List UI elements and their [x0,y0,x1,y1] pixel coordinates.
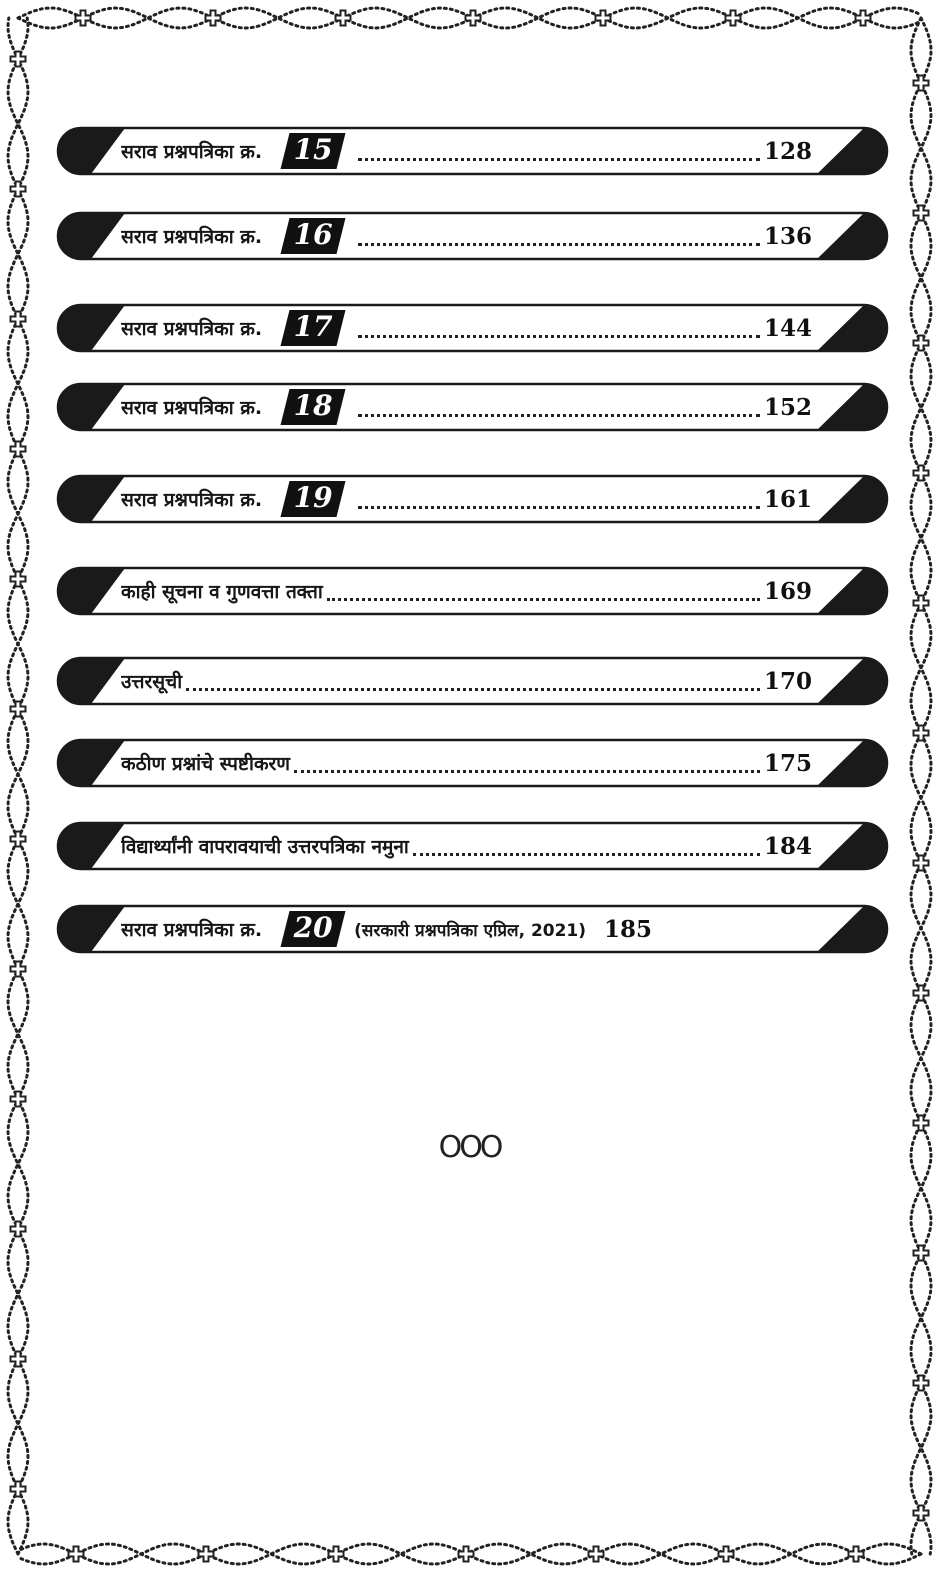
entry-text-row [121,911,812,947]
dot-leader [358,243,760,246]
page-number: 175 [763,749,812,777]
paper-number: 17 [293,310,333,343]
dot-leader [358,158,760,161]
page-number: 161 [763,485,812,513]
entry-note: (सरकारी प्रश्नपत्रिका एप्रिल, 2021) [354,920,587,941]
toc-entry[interactable] [55,903,890,955]
entry-label: विद्यार्थ्यांनी वापरावयाची उत्तरपत्रिका नमुना [121,836,409,858]
entry-text-row [121,828,812,864]
entry-text-row [121,573,812,609]
toc-entry[interactable] [55,737,890,789]
page-number: 144 [763,314,812,342]
page-number: 185 [604,915,653,943]
number-badge [280,310,346,346]
dot-leader [186,688,760,691]
page-number: 128 [763,137,812,165]
dot-leader [358,414,760,417]
paper-number: 20 [293,911,333,944]
entry-label: सराव प्रश्नपत्रिका क्र. [121,489,263,511]
number-badge [280,911,346,947]
entry-label: सराव प्रश्नपत्रिका क्र. [121,226,263,248]
dot-leader [413,853,760,856]
number-badge [280,133,346,169]
entry-text-row [121,133,812,169]
number-badge [280,389,346,425]
entry-label: काही सूचना व गुणवत्ता तक्ता [121,581,323,603]
page-number: 136 [763,222,812,250]
dot-leader [358,335,760,338]
dot-leader [294,770,760,773]
toc-entry[interactable] [55,655,890,707]
paper-number: 16 [293,218,333,251]
end-mark: OOO [438,1130,501,1165]
entry-text-row [121,310,812,346]
entry-label: उत्तरसूची [121,671,183,693]
dot-leader [358,506,760,509]
paper-number: 18 [293,389,333,422]
toc-entry[interactable] [55,381,890,433]
entry-text-row [121,745,812,781]
toc-entry[interactable] [55,473,890,525]
page-number: 184 [763,832,812,860]
entry-label: सराव प्रश्नपत्रिका क्र. [121,141,263,163]
entry-label: कठीण प्रश्नांचे स्पष्टीकरण [121,753,291,775]
page-number: 152 [763,393,812,421]
number-badge [280,481,346,517]
page-number: 169 [763,577,812,605]
page-number: 170 [763,667,812,695]
entry-text-row [121,481,812,517]
entry-text-row [121,218,812,254]
toc-entry[interactable] [55,125,890,177]
paper-number: 19 [293,481,333,514]
entry-label: सराव प्रश्नपत्रिका क्र. [121,919,263,941]
number-badge [280,218,346,254]
toc-entry[interactable] [55,210,890,262]
entry-text-row [121,663,812,699]
toc-entry[interactable] [55,565,890,617]
dot-leader [327,598,760,601]
entry-label: सराव प्रश्नपत्रिका क्र. [121,318,263,340]
toc-entry[interactable] [55,302,890,354]
entry-label: सराव प्रश्नपत्रिका क्र. [121,397,263,419]
toc-entry[interactable] [55,820,890,872]
entry-text-row [121,389,812,425]
paper-number: 15 [293,133,333,166]
